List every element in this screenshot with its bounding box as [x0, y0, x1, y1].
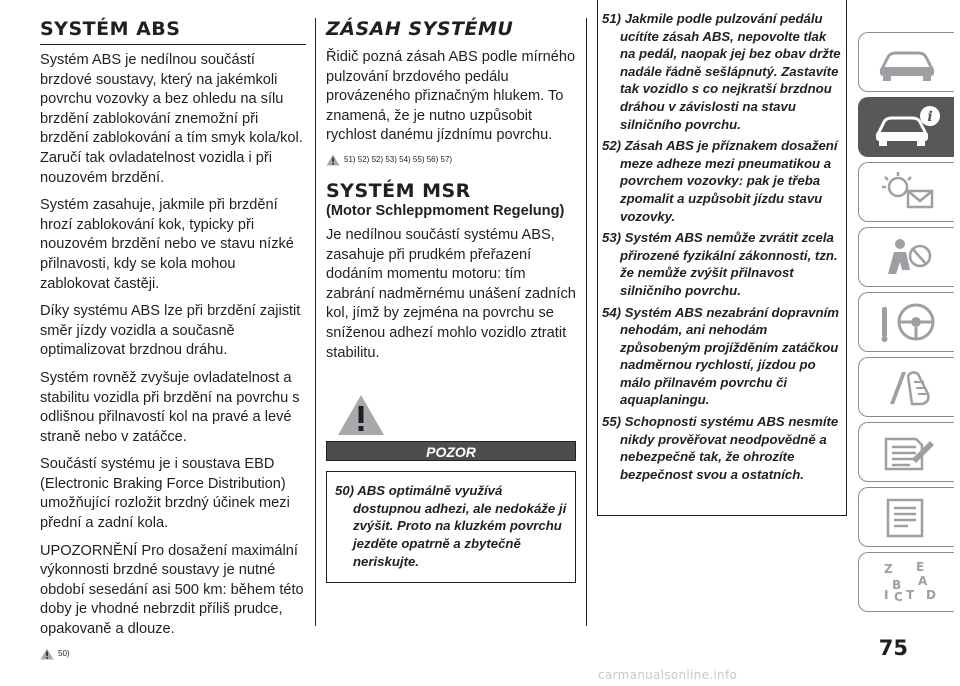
tab-car-info-active[interactable] — [858, 97, 954, 157]
index-letter: Z — [883, 562, 893, 576]
index-letter: I — [883, 588, 888, 602]
index-letter: T — [905, 588, 914, 602]
warning-title: POZOR — [326, 441, 576, 461]
column-warnings — [597, 11, 847, 516]
section-heading-zasah: ZÁSAH SYSTÉMU — [326, 18, 514, 40]
index-letter: D — [925, 588, 936, 602]
specifications-icon — [872, 494, 942, 540]
emergency-icon — [872, 364, 942, 410]
paragraph: Systém rovněž zvyšuje ovladatelnost a stabilitu vozidla při brzdění na povrchu s odlišnou přilnavostí kol na pravé a levé straně nebo v zatáčce. — [40, 369, 300, 445]
reference-numbers: 51) 52) 52) 53) 54) 55) 56) 57) — [344, 155, 453, 165]
warning-box — [597, 0, 847, 516]
warning-item: 52) Zásah ABS je příznakem dosažení meze adheze mezi pneumatikou a povrchem vozovky: pak je třeba zpomalit a uzpůsobit jízdu stavu vozovky. — [602, 138, 838, 224]
maintenance-icon — [872, 429, 942, 475]
warning-item: 55) Schopnosti systému ABS nesmíte nikdy prověřovat neodpovědně a nebezpečně tak, že ohrozíte bezpečnost svou a ostatních. — [602, 414, 839, 482]
paragraph: Součástí systému je i soustava EBD (Electronic Braking Force Distribution) umožňující rozložit brzdný účinek mezi přední a zadní kola. — [40, 456, 290, 532]
car-icon — [872, 39, 942, 85]
section-heading-msr: SYSTÉM MSR — [326, 179, 471, 202]
warning-reference[interactable] — [326, 154, 576, 166]
warning-triangle-icon — [40, 648, 54, 660]
chapter-tabs — [858, 32, 954, 617]
warning-triangle-icon — [326, 154, 340, 166]
index-icon — [872, 559, 942, 605]
paragraph: Řidič pozná zásah ABS podle mírného pulzování brzdového pedálu provázeného přiznačným hlukem. To znamená, že je nutno uzpůsobit rychlost danému jízdnímu povrchu. — [326, 49, 576, 144]
column-zasah — [326, 18, 576, 583]
column-divider — [586, 18, 587, 626]
index-letter: C — [893, 590, 903, 604]
column-abs — [40, 18, 306, 670]
steering-wheel-icon — [872, 299, 942, 345]
tab-car-info[interactable] — [858, 32, 954, 92]
reference-number: 50) — [58, 649, 70, 659]
section-subheading-msr: (Motor Schleppmoment Regelung) — [326, 202, 565, 219]
tab-maintenance[interactable] — [858, 422, 954, 482]
page-number: 75 — [878, 636, 908, 660]
index-letter: B — [891, 578, 901, 592]
index-letter: E — [915, 560, 924, 574]
warning-block — [326, 393, 576, 583]
safety-airbag-icon — [872, 234, 942, 280]
paragraph: Systém ABS je nedílnou součástí brzdové soustavy, který na jakémkoli povrchu vozovky a bez ohledu na sílu brzdění zablokování znemožní při brzdění zablokování a tím smyk kola/kol. Zaručí tak ovladatelnost vozidla i při nouzovém brzdění. — [40, 52, 303, 186]
paragraph: Systém zasahuje, jakmile při brzdění hrozí zablokování kok, typicky při nouzovém brzdění nebo ve stavu nízké přilnavosti, kdy se kola mohou zablokovat častěji. — [40, 197, 294, 292]
warning-lights-icon — [872, 169, 942, 215]
paragraph-upozorneni: UPOZORNĚNÍ Pro dosažení maximální výkonnosti brzdné soustavy je nutné období sesedání asi 500 km: během této doby je vhodné nebrzdit příliš prudce, opakovaně a dlouze. — [40, 542, 304, 638]
tab-starting-driving[interactable] — [858, 292, 954, 352]
index-letter: A — [917, 574, 927, 588]
tab-warning-lights[interactable] — [858, 162, 954, 222]
warning-item: 51) Jakmile podle pulzování pedálu ucítíte zásah ABS, nepovolte tlak na pedál, naopak jej bez obav držte nadále řádně sešlápnutý. Zastavíte tak vozidlo s co nejkratší brzdnou dráhou v závislosti na stavu silničního povrchu. — [602, 11, 841, 132]
warning-item: 50) ABS optimálně využívá dostupnou adhezi, ale nedokáže ji zvýšit. Proto na kluzkém povrchu jezděte opatrně a zbytečně neriskujte. — [335, 483, 567, 569]
warning-item: 54) Systém ABS nezabrání dopravním nehodám, ani nehodám způsobeným projížděním zatáčkou nadměrnou rychlostí, jízdou po málo přilnavém povrchu či aquaplaningu. — [602, 304, 839, 408]
watermark: carmanualsonline.info — [598, 668, 738, 682]
car-info-icon — [872, 104, 942, 150]
tab-safety[interactable] — [858, 227, 954, 287]
warning-reference[interactable] — [40, 648, 306, 660]
column-divider — [315, 18, 316, 626]
warning-box — [326, 471, 576, 583]
tab-index[interactable] — [858, 552, 954, 612]
paragraph: Díky systému ABS lze při brzdění zajistit směr jízdy vozidla a současně optimalizovat brzdnou dráhu. — [40, 303, 301, 359]
paragraph: Je nedílnou součástí systému ABS, zasahuje při prudkém přeřazení dodáním momentu motoru: tím zabrání nadměrnému unášení zadních kol, jímž by zejména na povrchu se sníženou adhezí mohlo vozidlo ztratit stabilitu. — [326, 226, 576, 361]
section-heading-abs: SYSTÉM ABS — [40, 18, 306, 45]
warning-triangle-icon — [336, 393, 386, 437]
tab-specifications[interactable] — [858, 487, 954, 547]
svg-text:i: i — [926, 109, 933, 125]
tab-emergency[interactable] — [858, 357, 954, 417]
warning-item: 53) Systém ABS nemůže zvrátit zcela přirozené fyzikální zákonnosti, tzn. že nemůže zvýšit přilnavost silničního povrchu. — [602, 230, 838, 298]
